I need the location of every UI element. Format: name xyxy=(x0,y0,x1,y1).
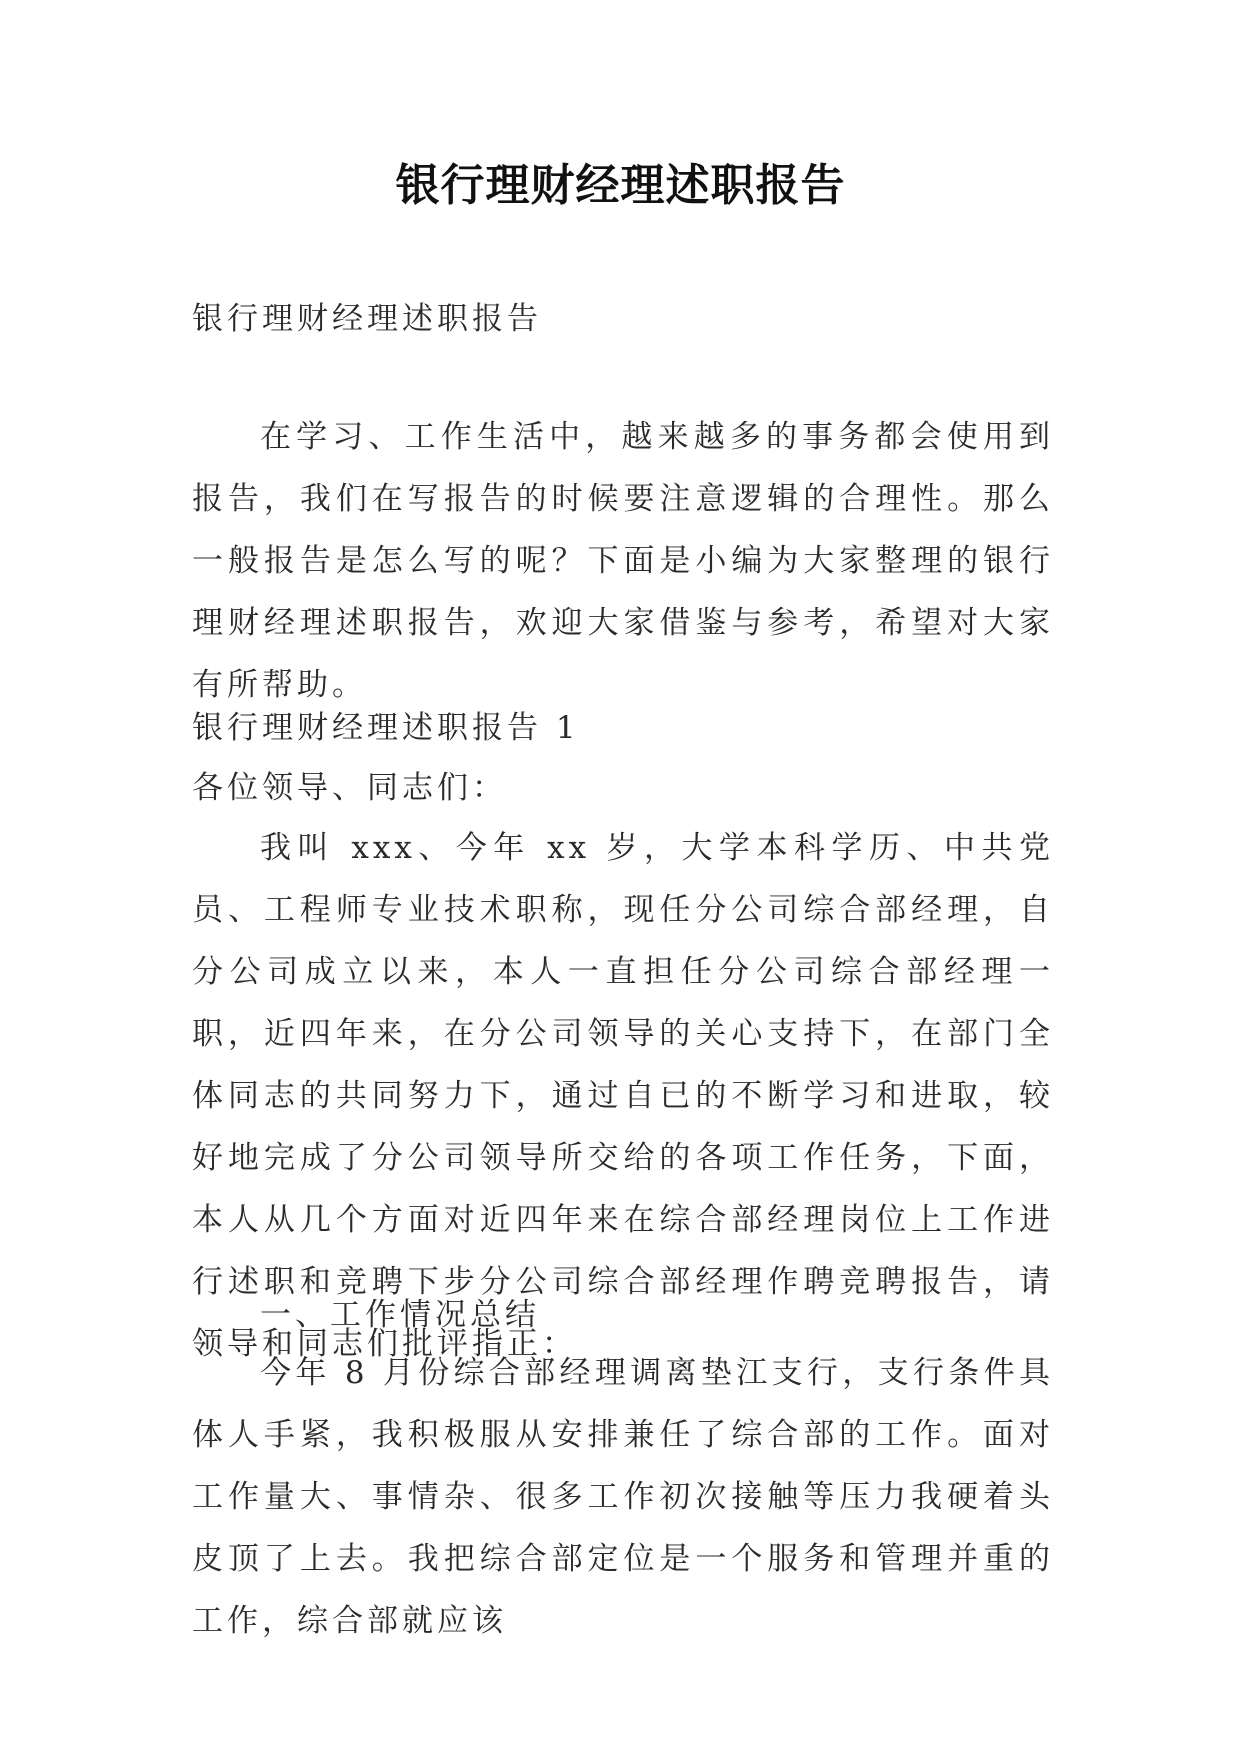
document-title: 银行理财经理述职报告 xyxy=(395,160,846,211)
body-paragraph: 我叫 xxx、今年 xx 岁，大学本科学历、中共党员、工程师专业技术职称，现任分公司综合部经理，自分公司成立以来，本人一直担任分公司综合部经理一职，近四年来，在分公司领导的关心支持下，在部门全体同志的共同努力下，通过自已的不断学习和进取，较好地完成了分公司领导所交给的各项工作任务，下面，本人从几个方面对近四年来在综合部经理岗位上工作进行述职和竞聘下步分公司综合部经理作聘竞聘报告，请领导和同志们批评指正： xyxy=(192,830,1054,1362)
document-subtitle: 银行理财经理述职报告 xyxy=(192,301,542,337)
report-heading: 银行理财经理述职报告 1 xyxy=(192,710,580,746)
salutation: 各位领导、同志们： xyxy=(192,770,507,806)
intro-paragraph: 在学习、工作生活中，越来越多的事务都会使用到报告，我们在写报告的时候要注意逻辑的合理性。那么一般报告是怎么写的呢？下面是小编为大家整理的银行理财经理述职报告，欢迎大家借鉴与参考，希望对大家有所帮助。 xyxy=(192,419,1054,703)
section-heading: 一、工作情况总结 xyxy=(260,1297,540,1333)
body-paragraph: 今年 8 月份综合部经理调离垫江支行，支行条件具体人手紧，我积极服从安排兼任了综合部的工作。面对工作量大、事情杂、很多工作初次接触等压力我硬着头皮顶了上去。我把综合部定位是一个服务和管理并重的工作，综合部就应该 xyxy=(192,1355,1054,1639)
